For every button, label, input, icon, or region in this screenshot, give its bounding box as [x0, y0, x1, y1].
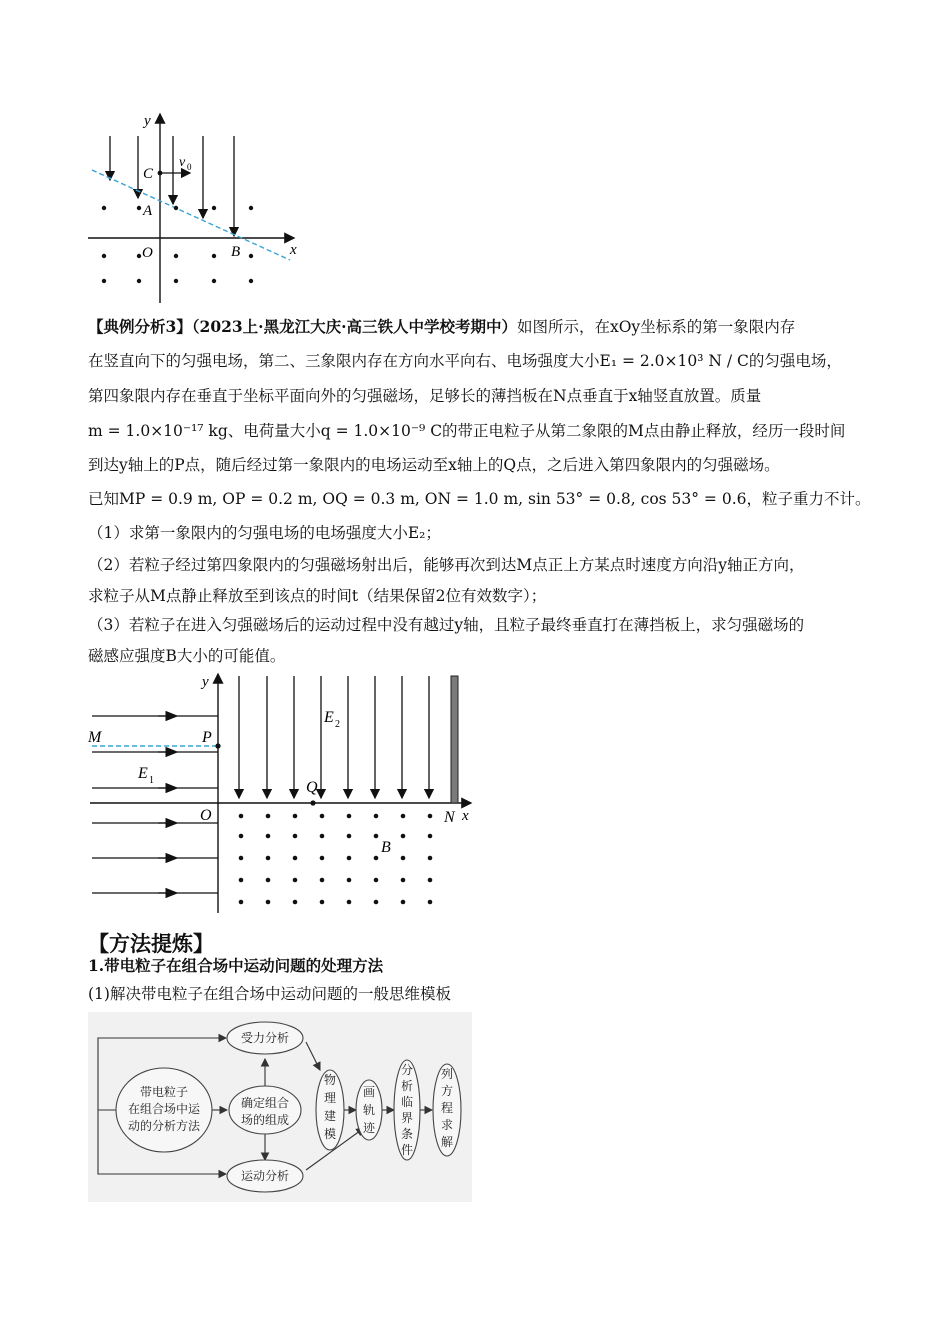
figure-2-field-diagram — [86, 670, 486, 915]
start-line-3: 动的分析方法 — [127, 1119, 201, 1133]
fig1-label-y: y — [144, 113, 151, 129]
critical-char-1: 分 — [400, 1063, 414, 1077]
dashed-trajectory-line — [92, 170, 290, 260]
fig2-label-o: O — [200, 807, 212, 824]
fig1-label-v-sub: 0 — [187, 162, 192, 172]
solve-char-3: 程 — [440, 1101, 454, 1115]
method-paragraph: (1)解决带电粒子在组合场中运动问题的一般思维模板 — [88, 985, 451, 1003]
fig2-label-x: x — [462, 808, 469, 824]
fig1-label-o: O — [142, 245, 153, 261]
fig2-label-q: Q — [306, 779, 318, 796]
baffle-plate — [451, 676, 458, 803]
method-heading: 【方法提炼】 — [88, 931, 214, 956]
e1-field-lines — [92, 716, 218, 893]
example-line-6: 已知MP = 0.9 m, OP = 0.2 m, OQ = 0.3 m, ON = 1.0 m, sin 53° = 0.8, cos 53° = 0.6，粒子重力不计。 — [88, 490, 871, 508]
example-line-2: 在竖直向下的匀强电场，第二、三象限内存在方向水平向右、电场强度大小E₁ = 2.0×10³ N / C的匀强电场， — [88, 352, 842, 370]
example-line-3: 第四象限内存在垂直于坐标平面向外的匀强磁场，足够长的薄挡板在N点垂直于x轴竖直放置。质量 — [88, 387, 762, 405]
fig2-label-e2: E — [324, 709, 334, 726]
model-char-4: 模 — [323, 1127, 337, 1141]
compose-line-1: 确定组合 — [240, 1096, 290, 1110]
question-2-line-2: 求粒子从M点静止释放至到该点的时间t（结果保留2位有效数字）； — [88, 587, 547, 605]
track-char-2: 轨 — [362, 1103, 376, 1117]
method-subheading: 1.带电粒子在组合场中运动问题的处理方法 — [88, 956, 384, 975]
fig1-label-a: A — [143, 203, 153, 219]
example-tag: 【典例分析3】 — [88, 317, 192, 336]
example-source: （2023上·黑龙江大庆·高三铁人中学校考期中） — [191, 317, 517, 336]
fig1-label-b: B — [231, 244, 241, 260]
question-3-line-1: （3）若粒子在进入匀强磁场后的运动过程中没有越过y轴，且粒子最终垂直打在薄挡板上，求匀强磁场的 — [88, 616, 805, 634]
model-char-3: 建 — [323, 1109, 337, 1123]
start-line-2: 在组合场中运 — [127, 1102, 201, 1116]
critical-char-2: 析 — [400, 1079, 414, 1093]
solve-char-1: 列 — [440, 1067, 454, 1081]
question-3-line-2: 磁感应强度B大小的可能值。 — [88, 647, 286, 665]
track-char-1: 画 — [362, 1085, 376, 1099]
fig2-label-e1: E — [138, 765, 148, 782]
solve-char-4: 求 — [440, 1118, 454, 1132]
question-2-line-1: （2）若粒子经过第四象限内的匀强磁场射出后，能够再次到达M点正上方某点时速度方向沿y轴正方向， — [88, 556, 805, 574]
critical-char-3: 临 — [400, 1095, 414, 1109]
fig2-label-n: N — [444, 809, 455, 826]
fig2-label-e1-sub: 1 — [149, 775, 154, 786]
critical-char-5: 条 — [400, 1127, 414, 1141]
start-line-1: 带电粒子 — [139, 1085, 189, 1099]
fig2-label-p: P — [202, 729, 212, 746]
fig1-label-v: v — [179, 155, 186, 170]
fig2-label-m: M — [88, 729, 102, 746]
example-line-1 — [88, 316, 878, 338]
question-1: （1）求第一象限内的匀强电场的电场强度大小E₂； — [88, 524, 441, 542]
fig1-label-x: x — [290, 242, 297, 258]
example-line-5: 到达y轴上的P点，随后经过第一象限内的电场运动至x轴上的Q点，之后进入第四象限内的匀强磁场。 — [88, 456, 780, 474]
fig2-label-e2-sub: 2 — [335, 719, 340, 730]
model-char-2: 理 — [323, 1091, 337, 1105]
fig1-label-c: C — [143, 166, 154, 182]
figure-1-field-diagram — [86, 108, 306, 308]
motion-label: 运动分析 — [240, 1169, 290, 1183]
fig2-label-y: y — [202, 674, 209, 690]
example-line-1-rest: 如图所示，在xOy坐标系的第一象限内存 — [516, 318, 796, 336]
model-char-1: 物 — [323, 1073, 337, 1087]
track-char-3: 迹 — [362, 1121, 376, 1135]
force-label: 受力分析 — [240, 1031, 290, 1045]
fig2-label-b: B — [381, 839, 391, 856]
e2-field-lines — [239, 676, 429, 798]
magnetic-field-dots — [239, 814, 433, 905]
solve-char-2: 方 — [440, 1084, 454, 1098]
solve-char-5: 解 — [440, 1135, 454, 1149]
thinking-template-flowchart — [88, 1012, 472, 1202]
critical-char-6: 件 — [400, 1143, 414, 1157]
critical-char-4: 界 — [400, 1111, 414, 1125]
compose-line-2: 场的组成 — [240, 1113, 290, 1127]
example-line-4: m = 1.0×10⁻¹⁷ kg、电荷量大小q = 1.0×10⁻⁹ C的带正电粒子从第二象限的M点由静止释放，经历一段时间 — [88, 422, 846, 440]
